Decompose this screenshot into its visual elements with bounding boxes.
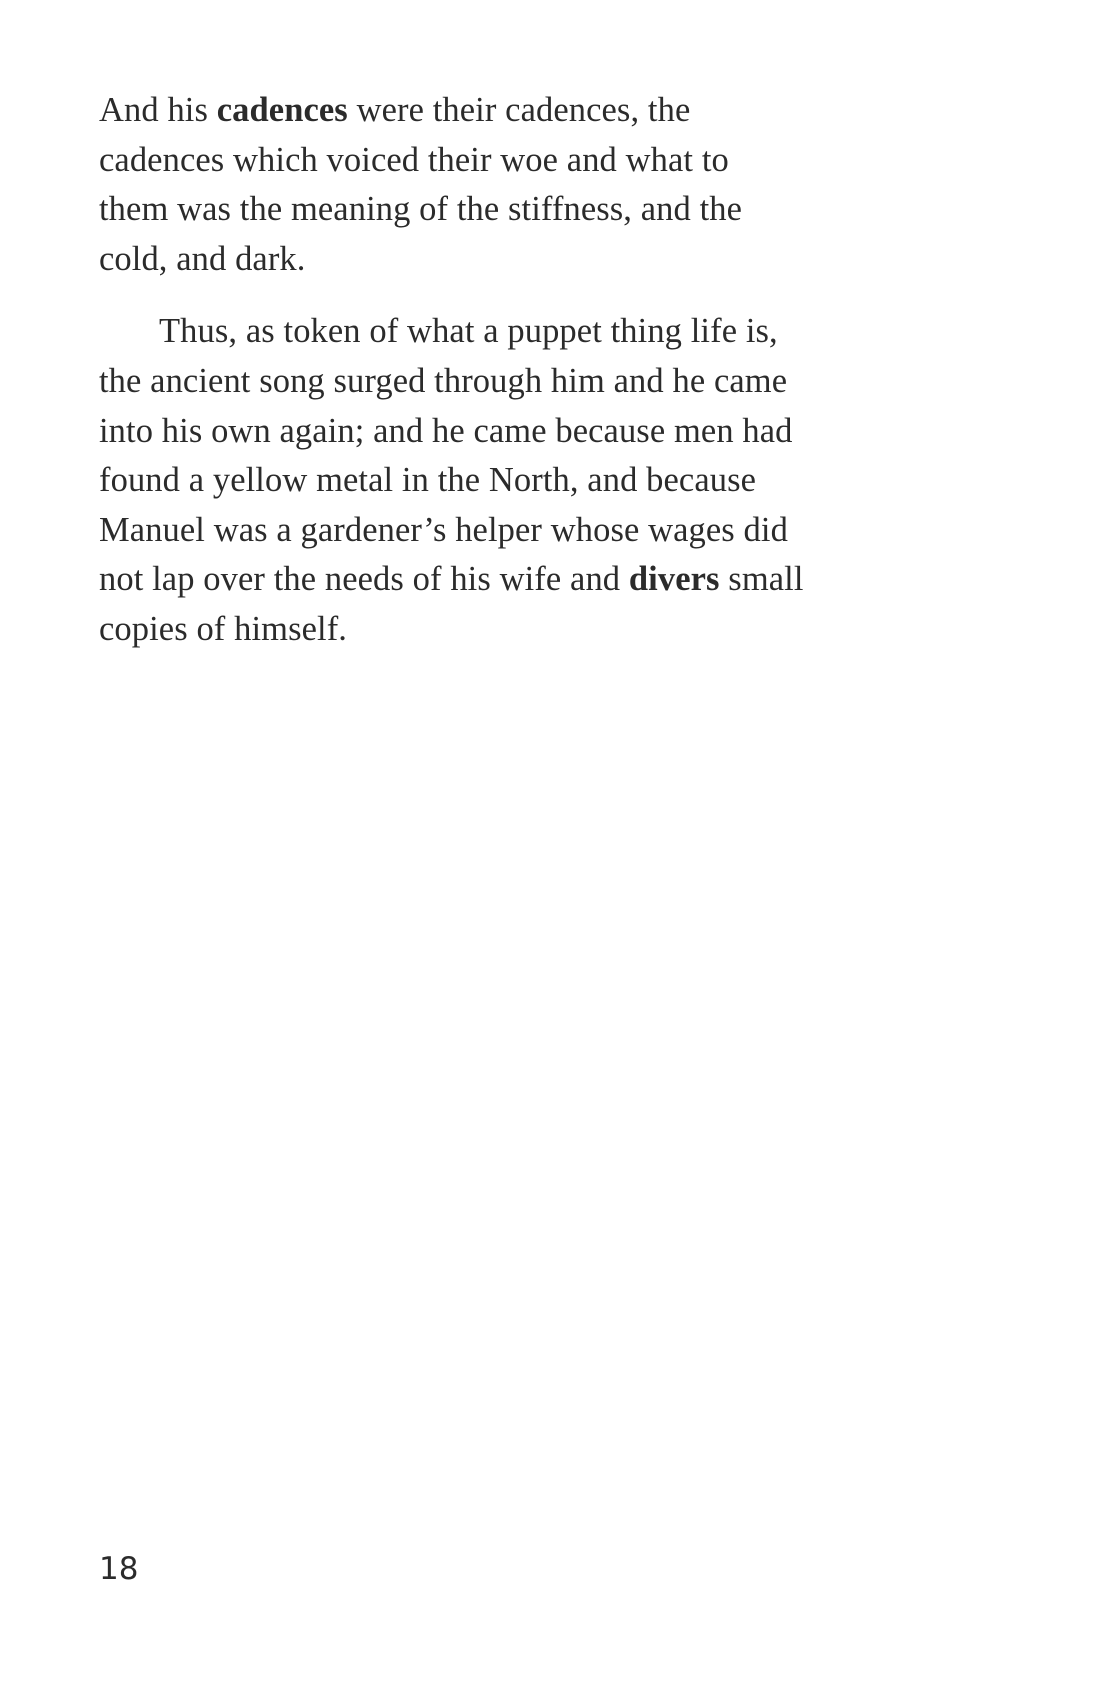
text-line: cold, and dark.	[99, 239, 306, 278]
text-line: not lap over the needs of his wife and divers small	[99, 560, 804, 599]
text-line: cadences which voiced their woe and what to	[99, 140, 729, 179]
paragraph-2	[99, 307, 929, 654]
text-line: the ancient song surged through him and he came	[99, 361, 788, 400]
text-line: And his cadences were their cadences, the	[99, 91, 691, 129]
text-line: found a yellow metal in the North, and because	[99, 461, 757, 500]
page-number: 18	[99, 1551, 139, 1587]
text-line: Thus, as token of what a puppet thing life is,	[159, 312, 778, 351]
paragraph-1	[99, 86, 929, 284]
body-text	[99, 86, 929, 655]
text-line: Manuel was a gardener’s helper whose wages did	[99, 510, 788, 549]
bold-term-divers: divers	[628, 560, 720, 599]
bold-term-cadences: cadences	[216, 91, 348, 129]
text-line: copies of himself.	[99, 609, 348, 648]
text-line: into his own again; and he came because men had	[99, 411, 793, 450]
text-line: them was the meaning of the stiffness, and the	[99, 190, 743, 229]
